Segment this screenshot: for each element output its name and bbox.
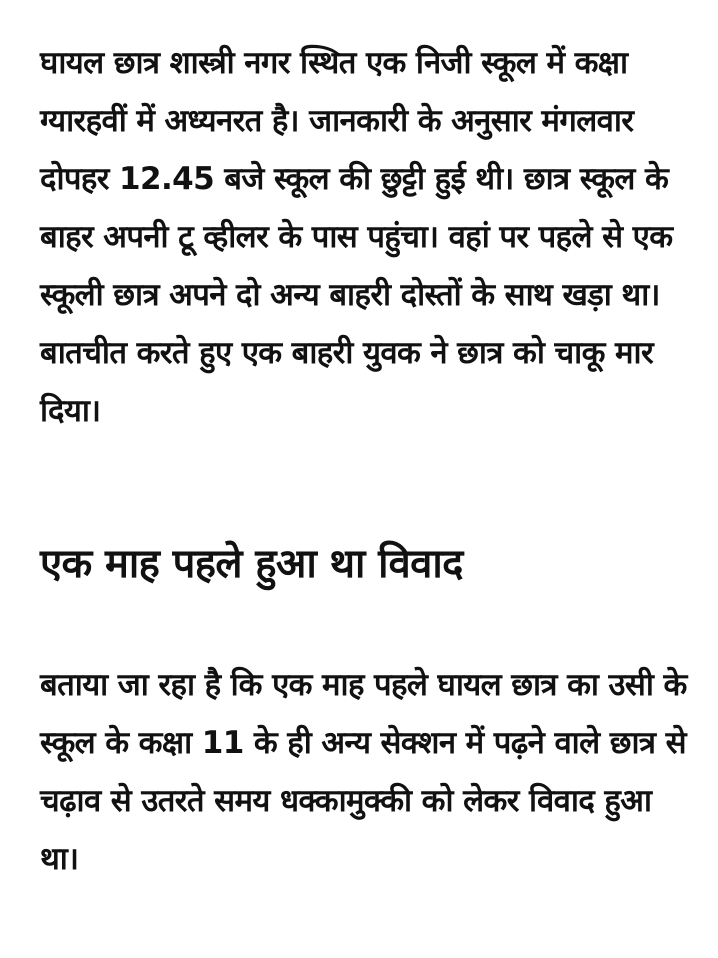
article-paragraph: घायल छात्र शास्त्री नगर स्थित एक निजी स्कूल में कक्षा ग्यारहवीं में अध्यनरत है। जानकारी के अनुसार मंगलवार दोपहर 12.45 बजे स्कूल की छुट्टी हुई थी। छात्र स्कूल के बाहर अपनी टू व्हीलर के पास पहुंचा। वहां पर पहले से एक स्कूली छात्र अपने दो अन्य बाहरी दोस्तों के साथ खड़ा था। बातचीत करते हुए एक बाहरी युवक ने छात्र को चाकू मार दिया। (40, 45, 673, 429)
article-paragraph: बताया जा रहा है कि एक माह पहले घायल छात्र का उसी के स्कूल के कक्षा 11 के ही अन्य सेक्शन में पढ़ने वाले छात्र से चढ़ाव से उतरते समय धक्कामुक्की को लेकर विवाद हुआ था। (40, 667, 687, 877)
section-heading: एक माह पहले हुआ था विवाद (40, 541, 463, 587)
article-body (40, 34, 690, 888)
